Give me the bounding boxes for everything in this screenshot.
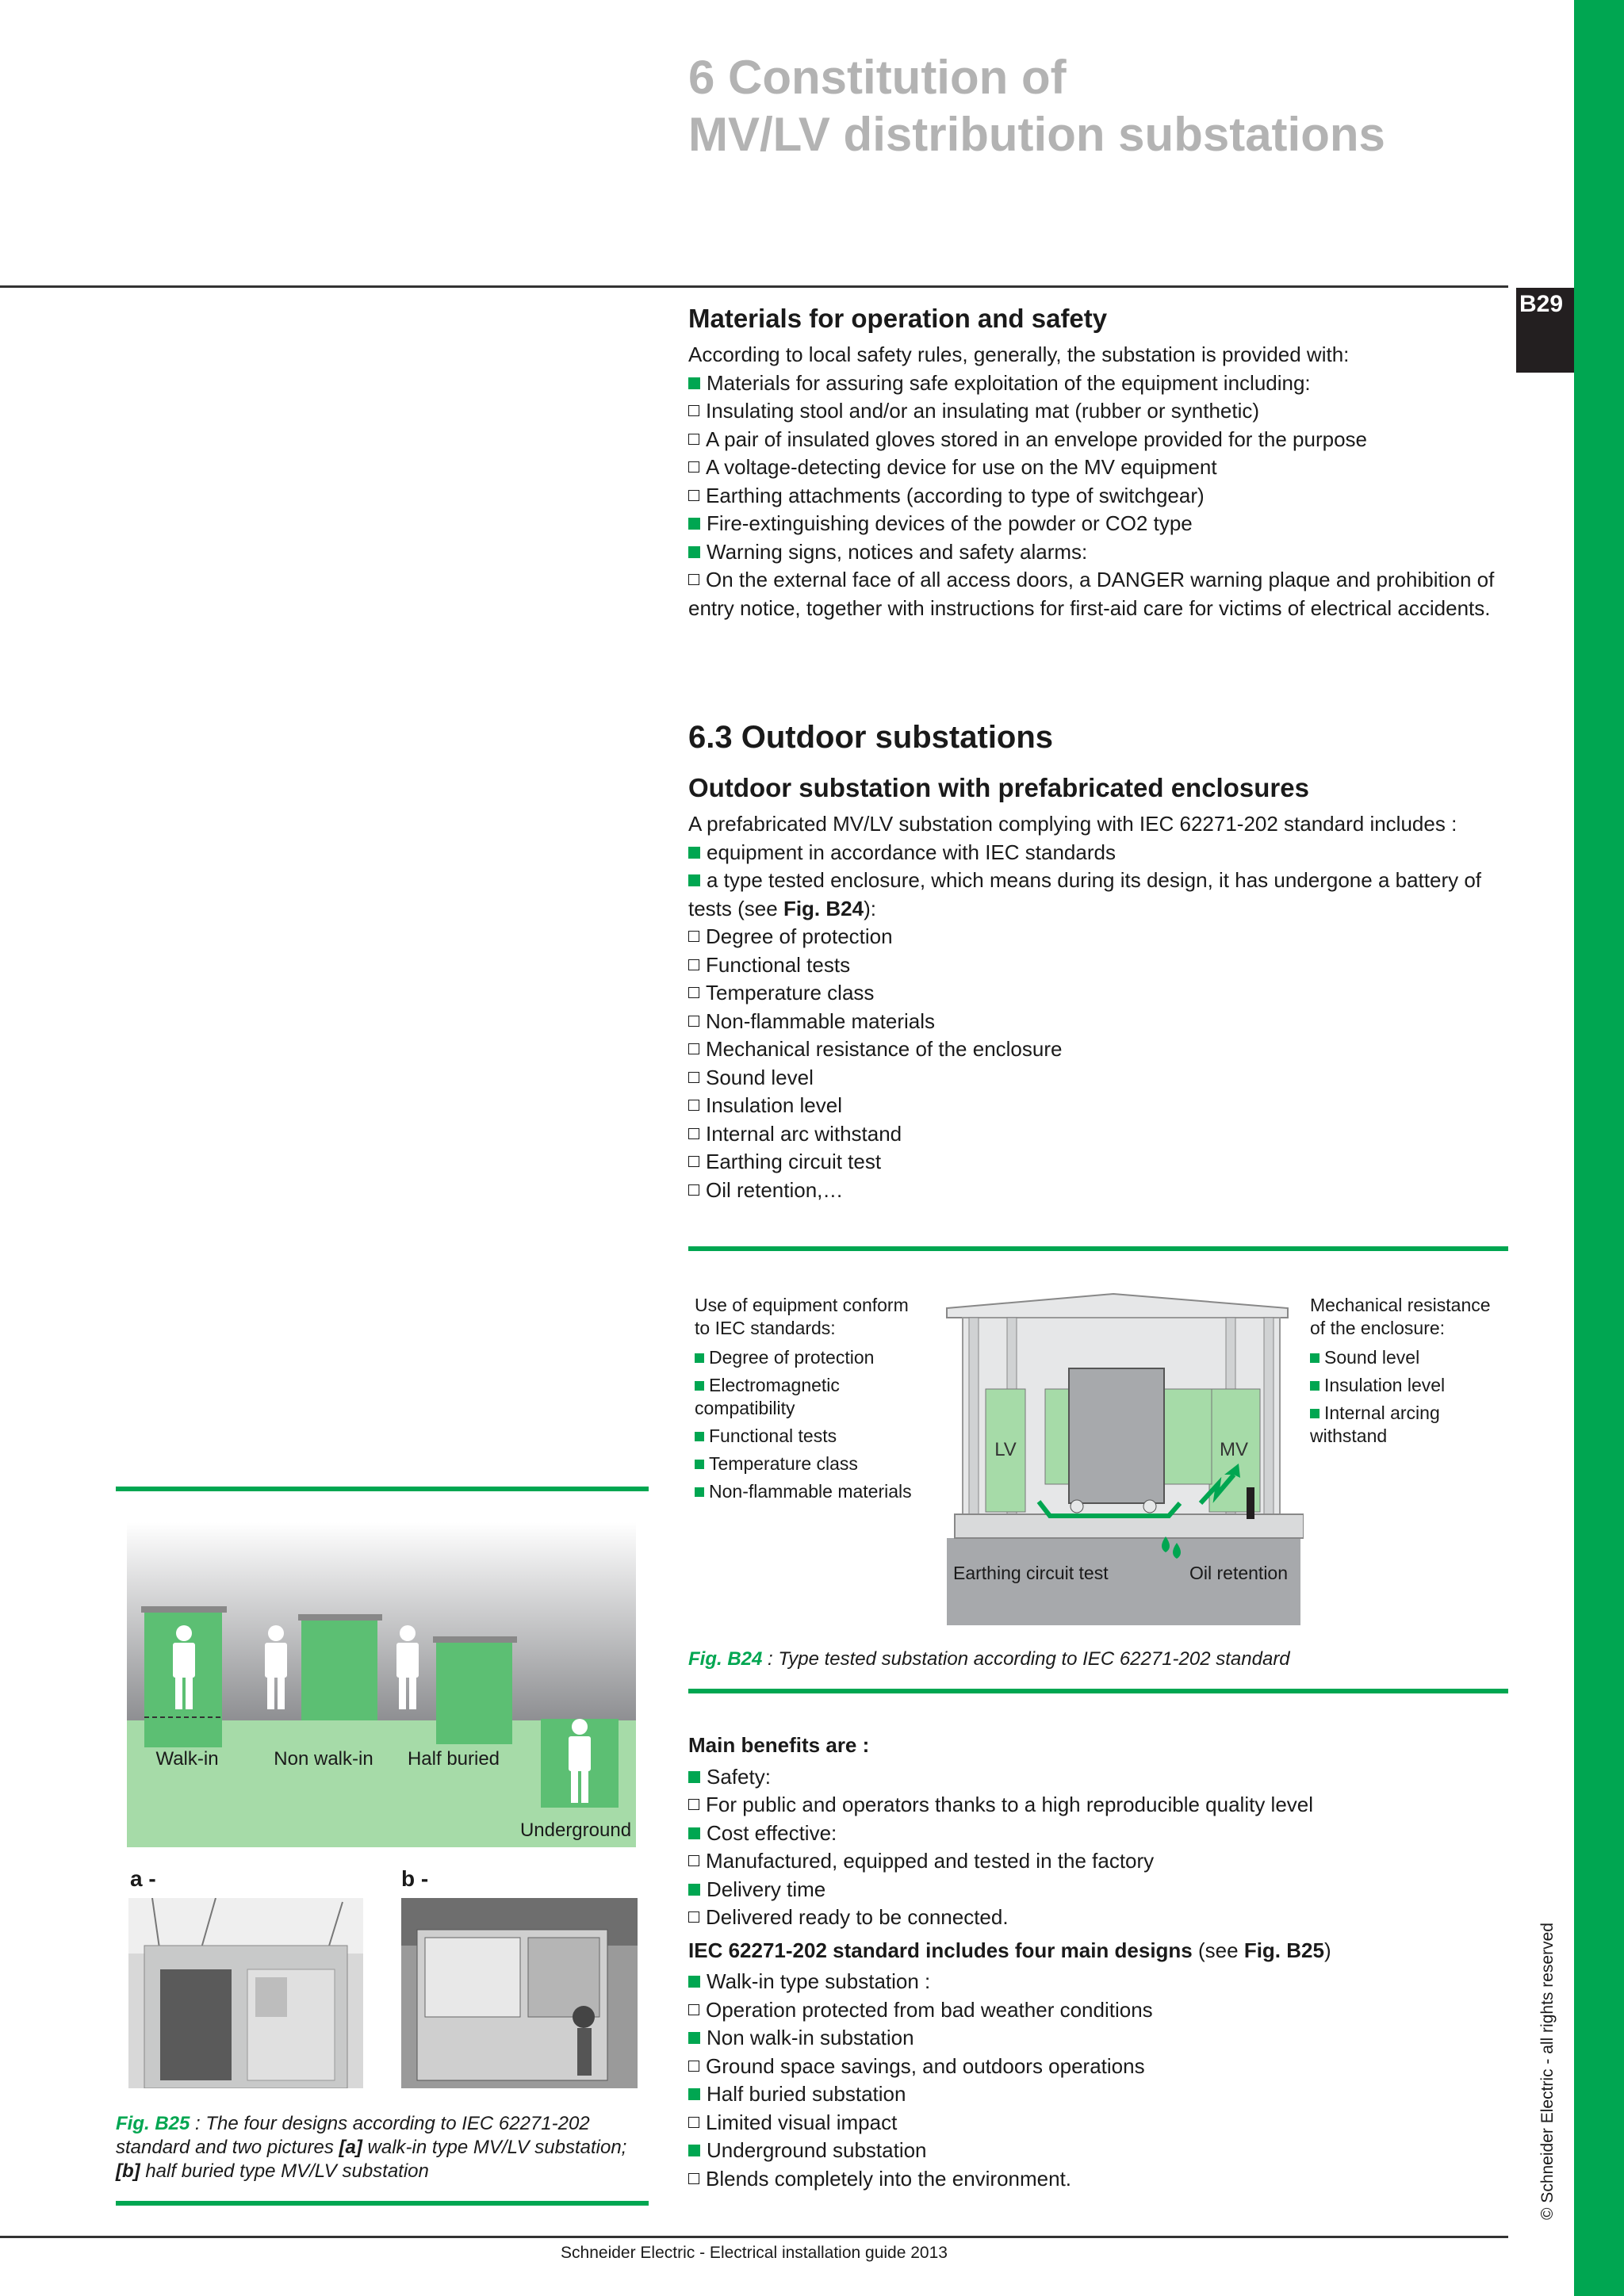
- designs-heading: IEC 62271-202 standard includes four main designs (see Fig. B25): [688, 1938, 1331, 1962]
- list-item-text: Limited visual impact: [706, 2110, 898, 2134]
- list-item: [695, 1452, 925, 1475]
- list-item-text: Sound level: [1324, 1347, 1420, 1368]
- list-item: [688, 1177, 1513, 1205]
- footer-rule: [0, 2236, 1508, 2238]
- list-item-text: Manufactured, equipped and tested in the factory: [706, 1849, 1155, 1873]
- list-item-text: Delivered ready to be connected.: [706, 1905, 1009, 1929]
- list-item: [688, 1847, 1513, 1876]
- list-item-text: Insulation level: [706, 1093, 842, 1117]
- open-bullet: [688, 931, 699, 942]
- footer-text: Schneider Electric - Electrical installation guide 2013: [561, 2244, 948, 2262]
- filled-bullet: [688, 2032, 700, 2044]
- list-item-text: Blends completely into the environment.: [706, 2166, 1072, 2191]
- open-bullet: [688, 1855, 699, 1866]
- list-item: [688, 951, 1513, 980]
- list-item: [688, 538, 1513, 567]
- mv-label: MV: [1220, 1439, 1248, 1460]
- open-bullet: [688, 2061, 699, 2072]
- list-item-text: Insulation level: [1324, 1375, 1446, 1395]
- filled-bullet: [688, 546, 700, 558]
- list-item-text: Internal arc withstand: [706, 1121, 902, 1146]
- list-item-text: Functional tests: [709, 1425, 837, 1446]
- list-item: equipment in accordance with IEC standards: [688, 839, 1513, 867]
- substation-diagram: [939, 1284, 1304, 1625]
- chapter-title-line1: 6 Constitution of: [688, 51, 1067, 104]
- list-item-text: Non-flammable materials: [706, 1008, 935, 1033]
- filled-bullet: [1310, 1353, 1320, 1363]
- list-item: [688, 1092, 1513, 1120]
- benefits-list: [688, 1763, 1513, 1932]
- materials-heading: Materials for operation and safety: [688, 304, 1108, 333]
- list-item-text: For public and operators thanks to a high reproducible quality level: [706, 1793, 1314, 1816]
- list-item: [688, 369, 1513, 398]
- filled-bullet: [688, 377, 700, 389]
- list-item-text: Half buried substation: [707, 2082, 906, 2106]
- list-item: [688, 2024, 1513, 2053]
- open-bullet: [688, 1043, 699, 1054]
- list-item-text: Temperature class: [709, 1453, 858, 1474]
- fig25-designs-diagram: [127, 1522, 636, 1847]
- open-bullet: [688, 434, 699, 445]
- list-item: a type tested enclosure, which means during its design, it has undergone a battery of tests (see Fig. B24):: [688, 868, 1482, 920]
- page-number-tab: B29: [1516, 288, 1574, 373]
- list-item-text: Cost effective:: [707, 1820, 837, 1845]
- open-bullet: [688, 987, 699, 998]
- list-item: [688, 1035, 1513, 1064]
- open-bullet: [688, 2117, 699, 2128]
- lv-label: LV: [994, 1439, 1017, 1460]
- list-item-text: Operation protected from bad weather conditions: [706, 1997, 1153, 2022]
- list-item-text: Internal arcing withstand: [1310, 1402, 1440, 1446]
- outdoor-section: [688, 718, 1513, 1204]
- fig24-left-text: [695, 1294, 925, 1508]
- list-item: [695, 1480, 925, 1503]
- list-item-text: A voltage-detecting device for use on the MV equipment: [706, 455, 1217, 479]
- label-underground: Underground: [519, 1820, 632, 1841]
- filled-bullet: [695, 1487, 704, 1497]
- list-item-text: Underground substation: [707, 2138, 927, 2162]
- open-bullet: [688, 1016, 699, 1027]
- photo-a-label: a -: [130, 1866, 156, 1891]
- materials-list: [688, 369, 1513, 623]
- list-item-text: A pair of insulated gloves stored in an envelope provided for the purpose: [706, 427, 1367, 451]
- open-bullet: [688, 959, 699, 970]
- fig25-caption: Fig. B25 : The four designs according to IEC 62271-202 standard and two pictures [a] walk-in type MV/LV substation; [b] half buried type MV/LV substation: [116, 2113, 627, 2182]
- list-item-text: Oil retention,…: [706, 1177, 844, 1202]
- roof: [947, 1294, 1288, 1318]
- list-item-text: Non-flammable materials: [709, 1481, 912, 1502]
- list-item: [695, 1425, 925, 1448]
- list-item: [688, 1120, 1513, 1149]
- open-bullet: [688, 574, 699, 585]
- list-item-text: Degree of protection: [709, 1347, 875, 1368]
- section-title: 6.3 Outdoor substations: [688, 720, 1054, 755]
- filled-bullet: [695, 1353, 704, 1363]
- label-walk-in: Walk-in: [155, 1748, 219, 1770]
- list-item: [688, 1008, 1513, 1036]
- list-item: [688, 2137, 1513, 2165]
- benefits-section: [688, 1732, 1513, 2193]
- list-item-text: Materials for assuring safe exploitation of the equipment including:: [707, 370, 1311, 395]
- copyright-notice: © Schneider Electric - all rights reserved: [1538, 1923, 1557, 2220]
- open-bullet: [688, 1128, 699, 1139]
- filled-bullet: [695, 1460, 704, 1469]
- list-item-text: Safety:: [707, 1764, 771, 1789]
- fig24-right-title: Mechanical resistance of the enclosure:: [1310, 1295, 1491, 1338]
- list-item: [688, 1876, 1513, 1904]
- open-bullet: [688, 2173, 699, 2184]
- outdoor-heading: Outdoor substation with prefabricated enclosures: [688, 773, 1309, 802]
- list-item: [688, 1904, 1513, 1932]
- filled-bullet: [688, 2145, 700, 2156]
- label-half-buried: Half buried: [407, 1748, 500, 1770]
- list-item: [1310, 1374, 1508, 1397]
- list-item: [688, 1763, 1513, 1792]
- list-item-text: Degree of protection: [706, 924, 893, 948]
- photo-walk-in-substation: [128, 1898, 363, 2088]
- list-item-text: Non walk-in substation: [707, 2026, 914, 2049]
- open-bullet: [688, 1184, 699, 1196]
- filled-bullet: [688, 2088, 700, 2100]
- open-bullet: [688, 1100, 699, 1111]
- list-item-text: Delivery time: [707, 1877, 826, 1901]
- list-item: [688, 1148, 1513, 1177]
- filled-bullet: [695, 1381, 704, 1391]
- figure-b24: [688, 1269, 1508, 1641]
- benefits-heading: Main benefits are :: [688, 1733, 870, 1757]
- filled-bullet: [688, 1884, 700, 1896]
- open-bullet: [688, 1156, 699, 1167]
- list-item: [688, 2109, 1513, 2137]
- filled-bullet: [695, 1432, 704, 1441]
- list-item: [688, 979, 1513, 1008]
- figure-reference: Fig. B24: [783, 896, 864, 920]
- materials-intro: According to local safety rules, generally, the substation is provided with:: [688, 342, 1350, 366]
- list-item: [688, 426, 1513, 454]
- list-item-text: On the external face of all access doors, a DANGER warning plaque and prohibition of entry notice, together with instructions for first-aid care for victims of electrical accidents.: [688, 568, 1495, 620]
- fig24-caption: Fig. B24 : Type tested substation according to IEC 62271-202 standard: [688, 1648, 1290, 1670]
- list-item: [695, 1374, 925, 1420]
- figure-rule-top: [688, 1246, 1508, 1251]
- open-bullet: [688, 1799, 699, 1810]
- filled-bullet: [1310, 1381, 1320, 1391]
- open-bullet: [688, 2004, 699, 2015]
- filled-bullet: [688, 518, 700, 530]
- list-item: [688, 1968, 1513, 1996]
- open-bullet: [688, 1911, 699, 1923]
- filled-bullet: [688, 1771, 700, 1783]
- chapter-title: [688, 49, 1385, 163]
- list-item: [688, 2080, 1513, 2109]
- list-item-text: Mechanical resistance of the enclosure: [706, 1037, 1063, 1061]
- list-item: [688, 566, 1513, 622]
- photo-half-buried-substation: [401, 1898, 638, 2088]
- photo-b-label: b -: [401, 1866, 429, 1891]
- open-bullet: [688, 490, 699, 501]
- figure-rule-bottom: [688, 1689, 1508, 1693]
- list-item: [1310, 1402, 1508, 1448]
- list-item-text: Earthing circuit test: [706, 1150, 882, 1173]
- list-item-text: Insulating stool and/or an insulating mat (rubber or synthetic): [706, 399, 1260, 423]
- earthing-label: Earthing circuit test: [953, 1563, 1109, 1583]
- filled-bullet: [688, 1827, 700, 1839]
- list-item-text: Fire-extinguishing devices of the powder or CO2 type: [707, 511, 1193, 535]
- list-item: [688, 397, 1513, 426]
- header-rule: [0, 285, 1508, 288]
- filled-bullet: [688, 847, 700, 859]
- chapter-title-line2: MV/LV distribution substations: [688, 108, 1385, 161]
- list-item: [1310, 1346, 1508, 1369]
- transformer: [1069, 1368, 1164, 1503]
- list-item-text: Temperature class: [706, 981, 875, 1004]
- filled-bullet: [1310, 1409, 1320, 1418]
- list-item: [688, 510, 1513, 538]
- filled-bullet: [688, 1976, 700, 1988]
- outdoor-intro: A prefabricated MV/LV substation complying with IEC 62271-202 standard includes :: [688, 812, 1457, 836]
- filled-bullet: [688, 874, 700, 886]
- list-item: [688, 1996, 1513, 2025]
- list-item-text: Ground space savings, and outdoors operations: [706, 2053, 1145, 2078]
- open-bullet: [688, 1072, 699, 1083]
- fig24-left-title: Use of equipment conform to IEC standards:: [695, 1295, 909, 1338]
- designs-list: [688, 1968, 1513, 2193]
- fig25-rule-top: [116, 1487, 649, 1491]
- list-item: [688, 923, 1513, 951]
- tests-list: [688, 923, 1513, 1204]
- list-item: [688, 482, 1513, 511]
- list-item-text: Functional tests: [706, 952, 851, 977]
- fig25-rule-bottom: [116, 2201, 649, 2206]
- list-item: [688, 1064, 1513, 1093]
- list-item: [688, 2053, 1513, 2081]
- list-item: [688, 1791, 1513, 1820]
- side-color-band: [1574, 0, 1624, 2296]
- open-bullet: [688, 461, 699, 473]
- list-item-text: Electromagnetic compatibility: [695, 1375, 840, 1418]
- oil-label: Oil retention: [1189, 1563, 1289, 1583]
- list-item: [688, 2165, 1513, 2194]
- materials-section: [688, 303, 1513, 622]
- list-item: [688, 1820, 1513, 1848]
- list-item: [688, 453, 1513, 482]
- list-item: [695, 1346, 925, 1369]
- label-non-walk-in: Non walk-in: [274, 1748, 373, 1770]
- list-item-text: Sound level: [706, 1065, 814, 1089]
- fig24-right-text: [1310, 1294, 1508, 1452]
- open-bullet: [688, 405, 699, 416]
- list-item-text: Warning signs, notices and safety alarms:: [707, 539, 1088, 564]
- list-item-text: Earthing attachments (according to type of switchgear): [706, 483, 1205, 507]
- list-item-text: Walk-in type substation :: [707, 1969, 931, 1993]
